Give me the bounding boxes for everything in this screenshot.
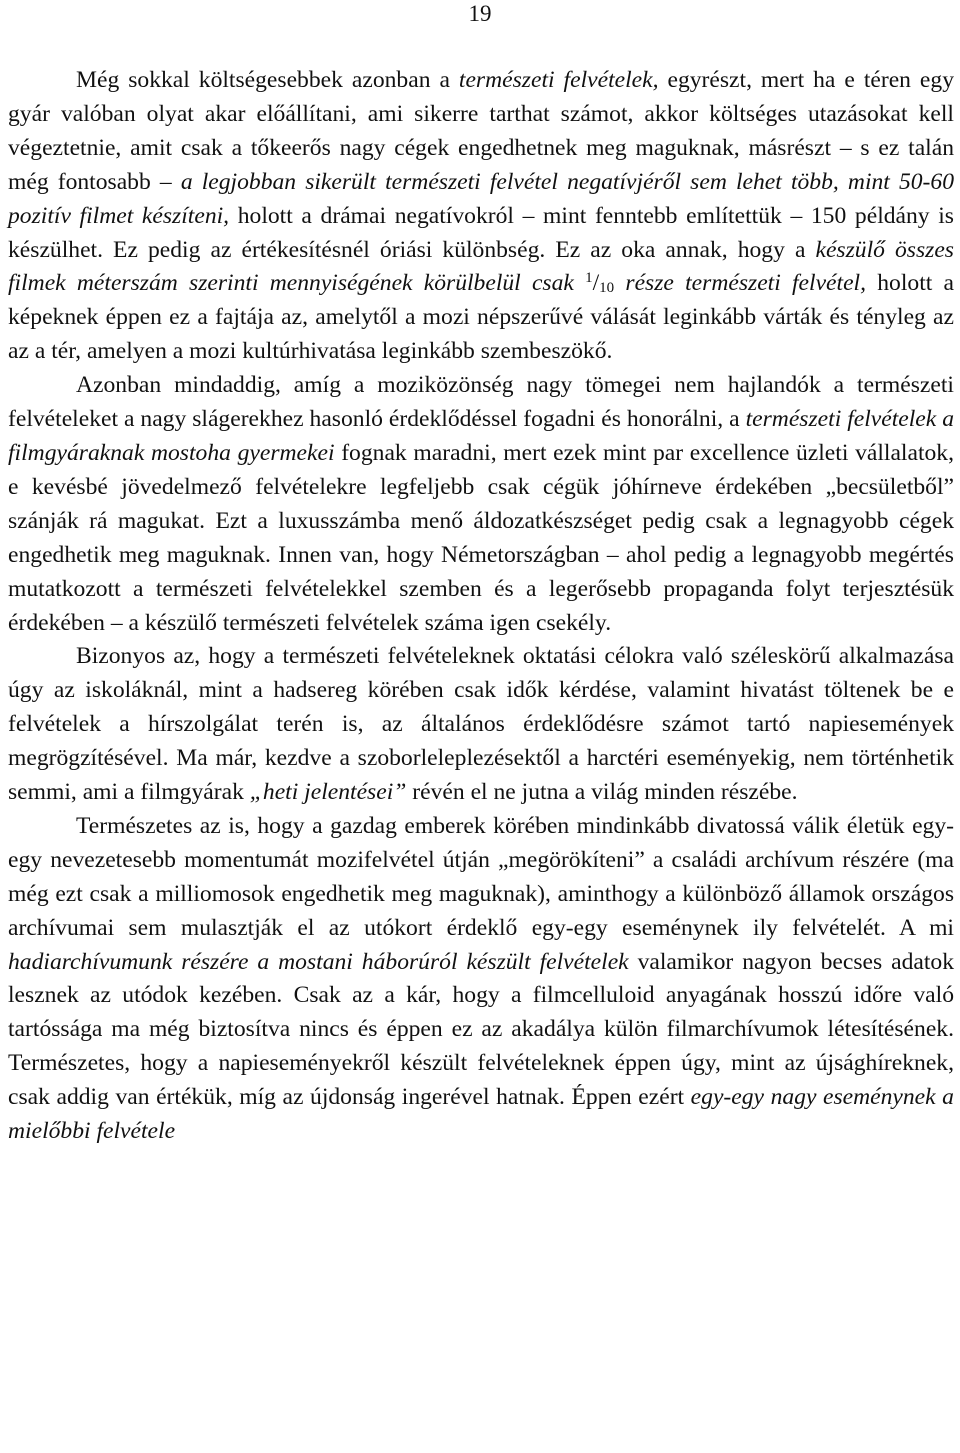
paragraph-1 bbox=[8, 64, 954, 369]
italic-text: „heti jelentései” bbox=[249, 779, 407, 806]
page-number: 19 bbox=[468, 1, 492, 26]
italic-text: egy-egy nagy eseménynek a mielőbbi felvétele bbox=[8, 1084, 954, 1145]
italic-text: készülő összes filmek méterszám szerinti mennyiségének körülbelül csak bbox=[8, 236, 954, 297]
italic-text: természeti felvételek a filmgyáraknak mostoha gyermekei bbox=[8, 406, 954, 466]
text-run: fognak maradni, mert ezek mint par excellence üzleti vállalatok, e kevésbé jövedelmező felvételekre legfeljebb csak cégük jóhírneve érdekében „becsületből” szánják rá magukat. Ezt a luxusszámba menő áldozatkészséget pedig csak a legnagyobb cégek engedhetik meg maguknak. Innen van, hogy Németországban – ahol pedig a legnagyobb megértés mutatkozott a természeti felvételekkel szemben és a legerősebb propaganda folyt terjesztésük érdekében – a készülő természeti felvételek száma igen csekély. bbox=[8, 439, 954, 636]
fraction: $^1/_{10}$ bbox=[585, 270, 615, 297]
italic-text: része természeti felvétel, bbox=[614, 270, 867, 297]
text-run: holott a képeknek éppen ez a fajtája az, amelytől a mozi népszerűvé válását leginkább várták és tényleg az az a tér, amelyen a mozi kultúrhivatása leginkább szembeszökő. bbox=[8, 270, 954, 365]
text-run: egyrészt, mert ha e téren egy gyár valóban olyat akar előállítani, ami sikerre tarthat számot, akkor költséges utazásokat kell végeztetnie, amit csak a tőkeerős nagy cégek engedhetnek meg maguknak, másrészt – s ez talán még fontosabb – bbox=[8, 67, 955, 195]
italic-text: hadiarchívumunk részére a mostani háborúról készült felvételek bbox=[8, 948, 629, 975]
text-run: Természetes az is, hogy a gazdag emberek körében mindinkább divatossá válik életük egy-egy nevezetesebb momentumát mozifelvétel útján „megörökíteni” a családi archívum részére (ma még ezt csak a milliomosok engedhetik meg maguknak), aminthogy a különböző államok országos archívumai sem mulasztják el az utókort érdeklő egy-egy eseménynek ily felvételét. A mi bbox=[8, 812, 954, 941]
paragraph-2 bbox=[8, 369, 954, 640]
italic-text: a legjobban sikerült természeti felvétel negatívjéről sem lehet több, mint 50-60 pozitív filmet készíteni, bbox=[8, 168, 954, 229]
page-body bbox=[8, 64, 954, 1149]
text-run: Bizonyos az, hogy a természeti felvételeknek oktatási célokra való széleskörű alkalmazása úgy az iskoláknál, mint a hadsereg körében csak idők kérdése, valamint hivatást töltenek be e felvételek a hírszolgálat terén is, az általános érdeklődésre számot tartó napiesemények megrögzítésével. Ma már, kezdve a szoborleleplezésektől a harctéri eseményekig, nem történhetik semmi, ami a filmgyárak bbox=[8, 643, 954, 806]
text-run: Még sokkal költségesebbek azonban a bbox=[76, 67, 459, 93]
fraction-denominator: 10 bbox=[599, 280, 615, 297]
text-run: Azonban mindaddig, amíg a moziközönség nagy tömegei nem hajlandók a természeti felvételeket a nagy slágerekhez hasonló érdeklődéssel fogadni és honorálni, a bbox=[8, 372, 954, 433]
text-run: holott a drámai negatívokról – mint fenntebb említettük – 150 példány is készülhet. Ez pedig az értékesítésnél óriási különbség. Ez az oka annak, hogy a bbox=[8, 202, 954, 263]
italic-text: természeti felvételek, bbox=[458, 67, 659, 93]
paragraph-3 bbox=[8, 640, 954, 810]
text-run: valamikor nagyon becses adatok lesznek az utódok kezében. Csak az a kár, hogy a filmcelluloid anyagának hosszú időre való tartóssága ma még biztosítva nincs és éppen ez az akadálya külön filmarchívumok létesítésének. Természetes, hogy a napieseményekről készült felvételeknek éppen úgy, mint az újsághíreknek, csak addig van értékük, míg az újdonság ingerével hatnak. Éppen ezért bbox=[8, 948, 955, 1111]
fraction-numerator: 1 bbox=[585, 270, 593, 287]
text-run: révén el ne jutna a világ minden részébe. bbox=[406, 779, 798, 806]
paragraph-4 bbox=[8, 810, 954, 1149]
